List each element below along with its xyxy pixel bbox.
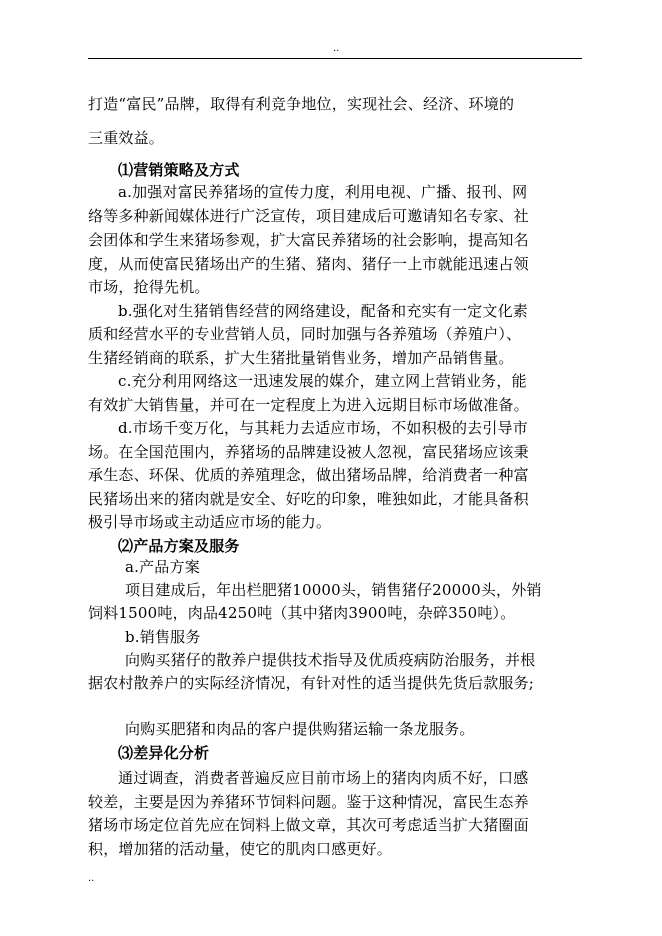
text-line: a.产品方案 [125, 558, 200, 576]
text-line: b.销售服务 [125, 628, 201, 646]
text-line: 积，增加猪的活动量，使它的肌肉口感更好。 [88, 840, 393, 858]
text-line: 猪场市场定位首先应在饲料上做文章，其次可考虑适当扩大猪圈面 [88, 816, 529, 834]
text-line: 民猪场出来的猪肉就是安全、好吃的印象，唯独如此，才能具备积 [88, 490, 529, 508]
text-line: 向购买猪仔的散养户提供技术指导及优质疫病防治服务，并根 [125, 651, 536, 669]
text-line: 度，从而使富民猪场出产的生猪、猪肉、猪仔一上市就能迅速占领 [88, 255, 529, 273]
header-mark: .. [333, 43, 340, 54]
text-line: 据农村散养户的实际经济情况，有针对性的适当提供先货后款服务; [88, 674, 535, 692]
text-line: 质和经营水平的专业营销人员，同时加强与各养殖场（养殖户）、 [88, 325, 522, 343]
text-line: c.充分利用网络这一迅速发展的媒介，建立网上营销业务，能 [118, 372, 527, 390]
section-heading-product: ⑵产品方案及服务 [118, 537, 240, 555]
text-line: 市场，抢得先机。 [88, 278, 210, 296]
text-line: 络等多种新闻媒体进行广泛宣传，项目建成后可邀请知名专家、社 [88, 207, 529, 225]
text-line: 会团体和学生来猪场参观，扩大富民养猪场的社会影响，提高知名 [88, 231, 529, 249]
header-rule [88, 58, 582, 59]
footer-mark: .. [88, 873, 95, 884]
text-line: 较差，主要是因为养猪环节饲料问题。鉴于这种情况，富民生态养 [88, 793, 529, 811]
text-line: 项目建成后，年出栏肥猪10000头，销售猪仔20000头，外销 [125, 581, 542, 599]
text-line: a.加强对富民养猪场的宣传力度，利用电视、广播、报刊、网 [118, 183, 528, 201]
text-line: 承生态、环保、优质的养殖理念，做出猪场品牌，给消费者一种富 [88, 466, 529, 484]
section-heading-marketing: ⑴营销策略及方式 [118, 161, 240, 179]
text-line: 场。在全国范围内，养猪场的品牌建设被人忽视，富民猪场应该秉 [88, 443, 529, 461]
text-line: 生猪经销商的联系，扩大生猪批量销售业务，增加产品销售量。 [88, 349, 514, 367]
text-line: 三重效益。 [88, 129, 165, 147]
text-line: 饲料1500吨，肉品4250吨（其中猪肉3900吨，杂碎350吨）。 [88, 604, 516, 622]
text-line: 通过调查，消费者普遍反应目前市场上的猪肉肉质不好，口感 [118, 769, 529, 787]
text-line: 向购买肥猪和肉品的客户提供购猪运输一条龙服务。 [125, 720, 475, 738]
text-line: d.市场千变万化，与其耗力去适应市场，不如积极的去引导市 [118, 419, 528, 437]
text-line: 极引导市场或主动适应市场的能力。 [88, 513, 332, 531]
text-line: 有效扩大销售量，并可在一定程度上为进入远期目标市场做准备。 [88, 396, 529, 414]
section-heading-differentiation: ⑶差异化分析 [118, 744, 210, 762]
text-line: 打造“富民”品牌，取得有利竞争地位，实现社会、经济、环境的 [88, 95, 515, 113]
text-line: b.强化对生猪销售经营的网络建设，配备和充实有一定文化素 [118, 302, 528, 320]
